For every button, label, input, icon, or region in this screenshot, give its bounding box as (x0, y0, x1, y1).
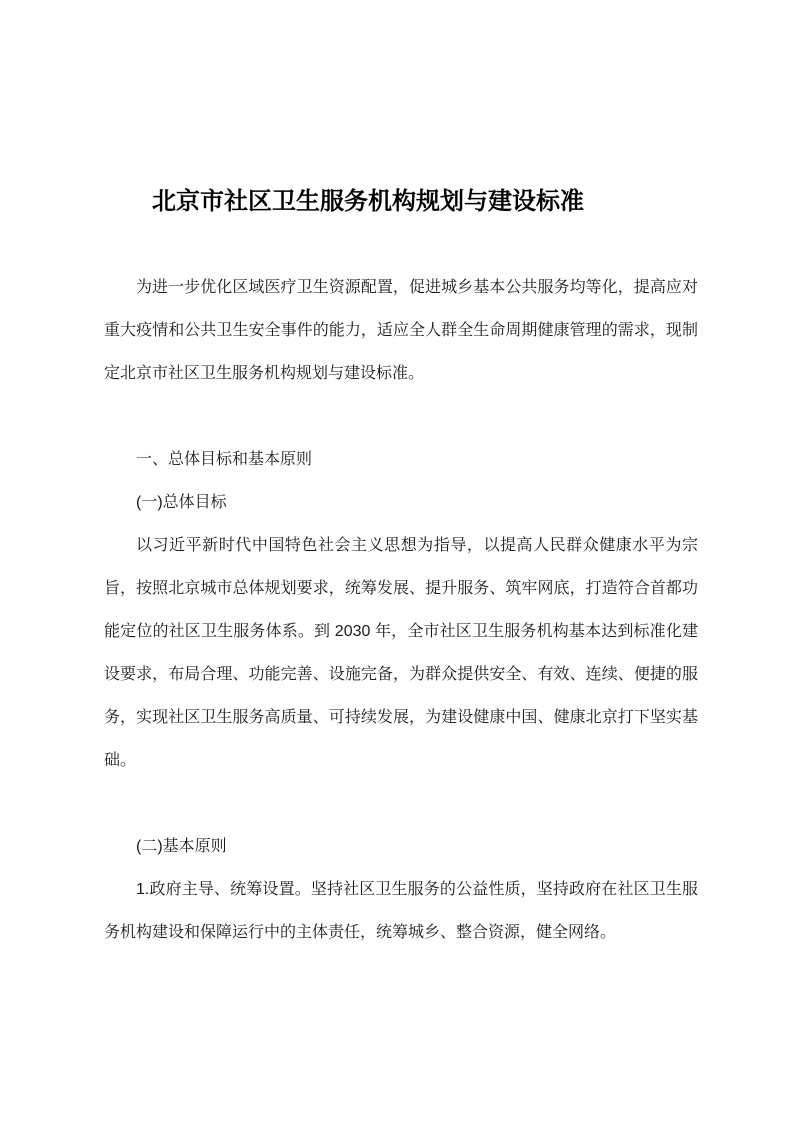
document-title: 北京市社区卫生服务机构规划与建设标准 (152, 188, 584, 215)
section1-sub2-body: 1.政府主导、统筹设置。坚持社区卫生服务的公益性质，坚持政府在社区卫生服务机构建设和保障运行中的主体责任，统筹城乡、整合资源，健全网络。 (104, 881, 698, 941)
section1-heading: 一、总体目标和基本原则 (136, 451, 313, 468)
section1-sub1-heading: (一)总体目标 (136, 494, 227, 511)
section1-sub2-heading: (二)基本原则 (136, 838, 227, 855)
intro-paragraph: 为进一步优化区域医疗卫生资源配置，促进城乡基本公共服务均等化，提高应对重大疫情和公共卫生安全事件的能力，适应全人群全生命周期健康管理的需求，现制定北京市社区卫生服务机构规划与建设标准。 (104, 279, 698, 382)
section1-sub1-body: 以习近平新时代中国特色社会主义思想为指导，以提高人民群众健康水平为宗旨，按照北京城市总体规划要求，统筹发展、提升服务、筑牢网底，打造符合首都功能定位的社区卫生服务体系。到 2030 年，全市社区卫生服务机构基本达到标准化建设要求，布局合理、功能完善、设施完备，为群众提供安全、有效、连续、便捷的服务，实现社区卫生服务高质量、可持续发展，为建设健康中国、健康北京打下坚实基础。 (104, 537, 698, 769)
